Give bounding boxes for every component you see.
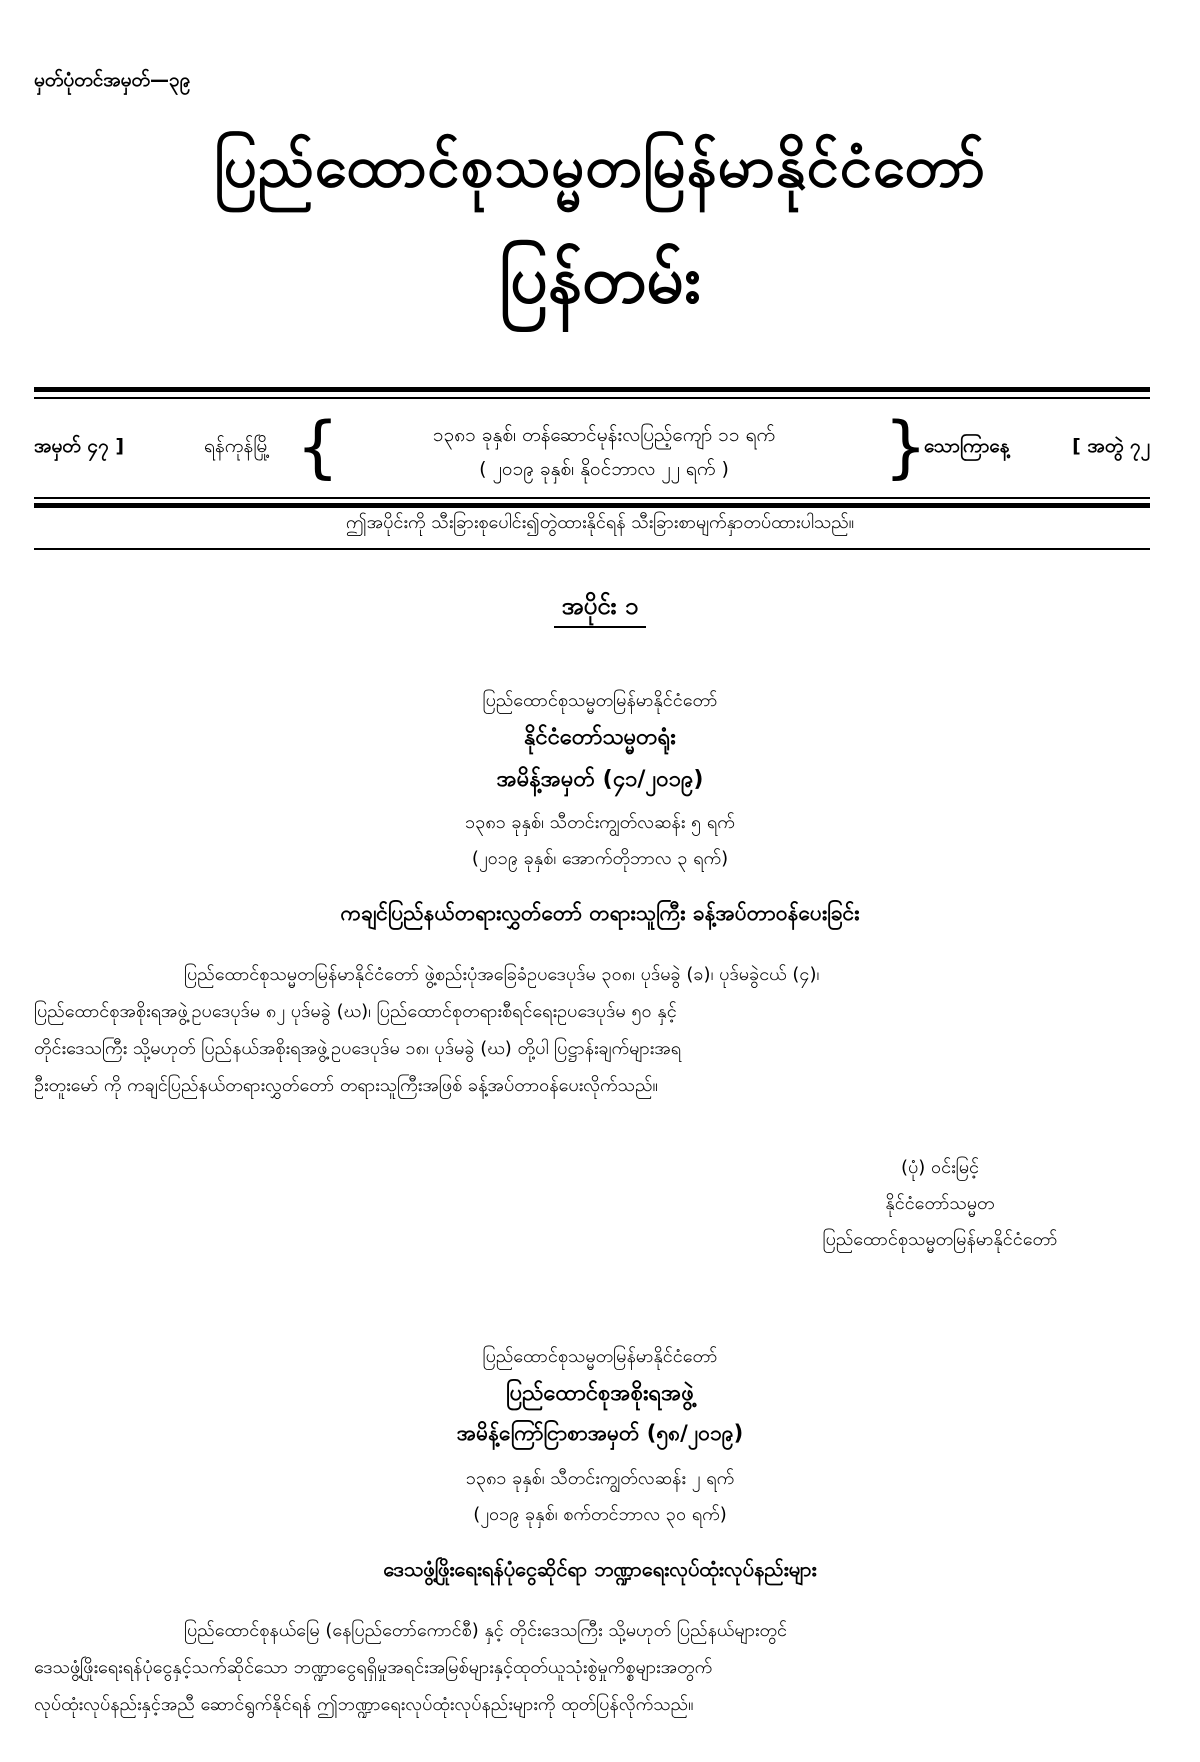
volume-number: [ အတွဲ ၇၂ bbox=[1072, 435, 1150, 457]
note-rule bbox=[34, 548, 1150, 550]
body-line: တိုင်းဒေသကြီး သို့မဟုတ် ပြည်နယ်အစိုးရအဖွဲ့ဥပဒေပုဒ်မ ၁၈၊ ပုဒ်မခွဲ (ဃ) တို့ပါ ပြဋ္ဌာန်းချက်များအရ bbox=[34, 1038, 682, 1059]
signatory-name: (ပုံ) ဝင်းမြင့် bbox=[901, 1157, 979, 1178]
section1-subject: ကချင်ပြည်နယ်တရားလွှတ်တော် တရားသူကြီး ခန့်အပ်တာဝန်ပေးခြင်း bbox=[340, 901, 860, 925]
issue-number: အမှတ် ၄၇ ] bbox=[34, 435, 125, 457]
section2-date-myanmar: ၁၃၈၁ ခုနှစ်၊ သီတင်းကျွတ်လဆန်း ၂ ရက် bbox=[465, 1468, 735, 1489]
body-line: လုပ်ထုံးလုပ်နည်းနှင့်အညီ ဆောင်ရွက်နိုင်ရန် ဤဘဏ္ဍာရေးလုပ်ထုံးလုပ်နည်းများကို ထုတ်ပြန်လိုက်သည်။ bbox=[34, 1694, 694, 1715]
section2-state: ပြည်ထောင်စုသမ္မတမြန်မာနိုင်ငံတော် bbox=[482, 1346, 718, 1367]
header-bottom-rule-thin bbox=[34, 497, 1150, 499]
masthead-title: ပြည်ထောင်စုသမ္မတမြန်မာနိုင်ငံတော် bbox=[214, 132, 986, 200]
section1-office: နိုင်ငံတော်သမ္မတရုံး bbox=[524, 725, 676, 750]
signatory-title: နိုင်ငံတော်သမ္မတ bbox=[885, 1193, 995, 1214]
body-line: ပြည်ထောင်စုနယ်မြေ (နေပြည်တော်ကောင်စီ) နှင့် တိုင်းဒေသကြီး သို့မဟုတ် ပြည်နယ်များတွင် bbox=[184, 1620, 787, 1641]
header-top-rule-thin bbox=[34, 397, 1150, 399]
header-bottom-rule-thick bbox=[34, 503, 1150, 508]
section2-body bbox=[34, 1612, 1150, 1723]
body-line: ဒေသဖွံ့ဖြိုးရေးရန်ပုံငွေနှင့်သက်ဆိုင်သော ဘဏ္ဍာငွေရရှိမှုအရင်းအမြစ်များနှင့်ထုတ်ယူသုံးစွဲမှုကိစ္စများအတွက် bbox=[34, 1657, 713, 1678]
issue-dates bbox=[334, 418, 874, 486]
separation-note: ဤအပိုင်းကို သီးခြားစုပေါင်း၍တွဲထားနိုင်ရန် သီးခြားစာမျက်နှာတပ်ထားပါသည်။ bbox=[345, 512, 855, 533]
body-line: ပြည်ထောင်စုသမ္မတမြန်မာနိုင်ငံတော် ဖွဲ့စည်းပုံအခြေခံဥပဒေပုဒ်မ ၃၀၈၊ ပုဒ်မခွဲ (ခ)၊ ပုဒ်မခွဲငယ် (၄)၊ bbox=[184, 964, 820, 985]
section2-order-number: အမိန့်ကြော်ငြာစာအမှတ် (၅၈/၂၀၁၉) bbox=[456, 1421, 744, 1445]
section2-office: ပြည်ထောင်စုအစိုးရအဖွဲ့ bbox=[506, 1381, 694, 1406]
right-brace-icon: } bbox=[884, 408, 928, 487]
date-myanmar: ၁၃၈၁ ခုနှစ်၊ တန်ဆောင်မုန်းလပြည့်ကျော် ၁၁ ရက် bbox=[432, 424, 776, 446]
header-top-rule-thick bbox=[34, 387, 1150, 392]
city-name: ရန်ကုန်မြို့ bbox=[204, 435, 271, 457]
left-brace-icon: { bbox=[296, 408, 340, 487]
section2-subject: ဒေသဖွံ့ဖြိုးရေးရန်ပုံငွေဆိုင်ရာ ဘဏ္ဍာရေးလုပ်ထုံးလုပ်နည်းများ bbox=[383, 1557, 817, 1581]
registration-number: မှတ်ပုံတင်အမှတ်—၃၉ bbox=[34, 69, 191, 91]
section1-date-myanmar: ၁၃၈၁ ခုနှစ်၊ သီတင်းကျွတ်လဆန်း ၅ ရက် bbox=[465, 812, 735, 833]
part-title: အပိုင်း ၁ bbox=[0, 590, 1200, 626]
body-line: ဦးတူးမော် ကို ကချင်ပြည်နယ်တရားလွှတ်တော် တရားသူကြီးအဖြစ် ခန့်အပ်တာဝန်ပေးလိုက်သည်။ bbox=[34, 1075, 658, 1096]
section1-body bbox=[34, 956, 1150, 1104]
section1-state: ပြည်ထောင်စုသမ္မတမြန်မာနိုင်ငံတော် bbox=[482, 690, 718, 711]
section2-date-gregorian: (၂၀၁၉ ခုနှစ်၊ စက်တင်ဘာလ ၃၀ ရက်) bbox=[473, 1504, 727, 1525]
signatory-state: ပြည်ထောင်စုသမ္မတမြန်မာနိုင်ငံတော် bbox=[822, 1229, 1058, 1250]
section1-signature bbox=[730, 1150, 1150, 1258]
masthead-subtitle: ပြန်တမ်း bbox=[499, 241, 701, 318]
date-gregorian: ( ၂၀၁၉ ခုနှစ်၊ နိုဝင်ဘာလ ၂၂ ရက် ) bbox=[479, 458, 729, 480]
section1-date-gregorian: (၂၀၁၉ ခုနှစ်၊ အောက်တိုဘာလ ၃ ရက်) bbox=[471, 848, 729, 869]
section1-order-number: အမိန့်အမှတ် (၄၁/၂၀၁၉) bbox=[496, 767, 704, 792]
issue-header bbox=[34, 408, 1150, 492]
body-line: ပြည်ထောင်စုအစိုးရအဖွဲ့ဥပဒေပုဒ်မ ၈၂ ပုဒ်မခွဲ (ဃ)၊ ပြည်ထောင်စုတရားစီရင်ရေးဥပဒေပုဒ်မ ၅၀ နှင့် bbox=[34, 1001, 677, 1022]
weekday: သောကြာနေ့ bbox=[924, 435, 1010, 457]
